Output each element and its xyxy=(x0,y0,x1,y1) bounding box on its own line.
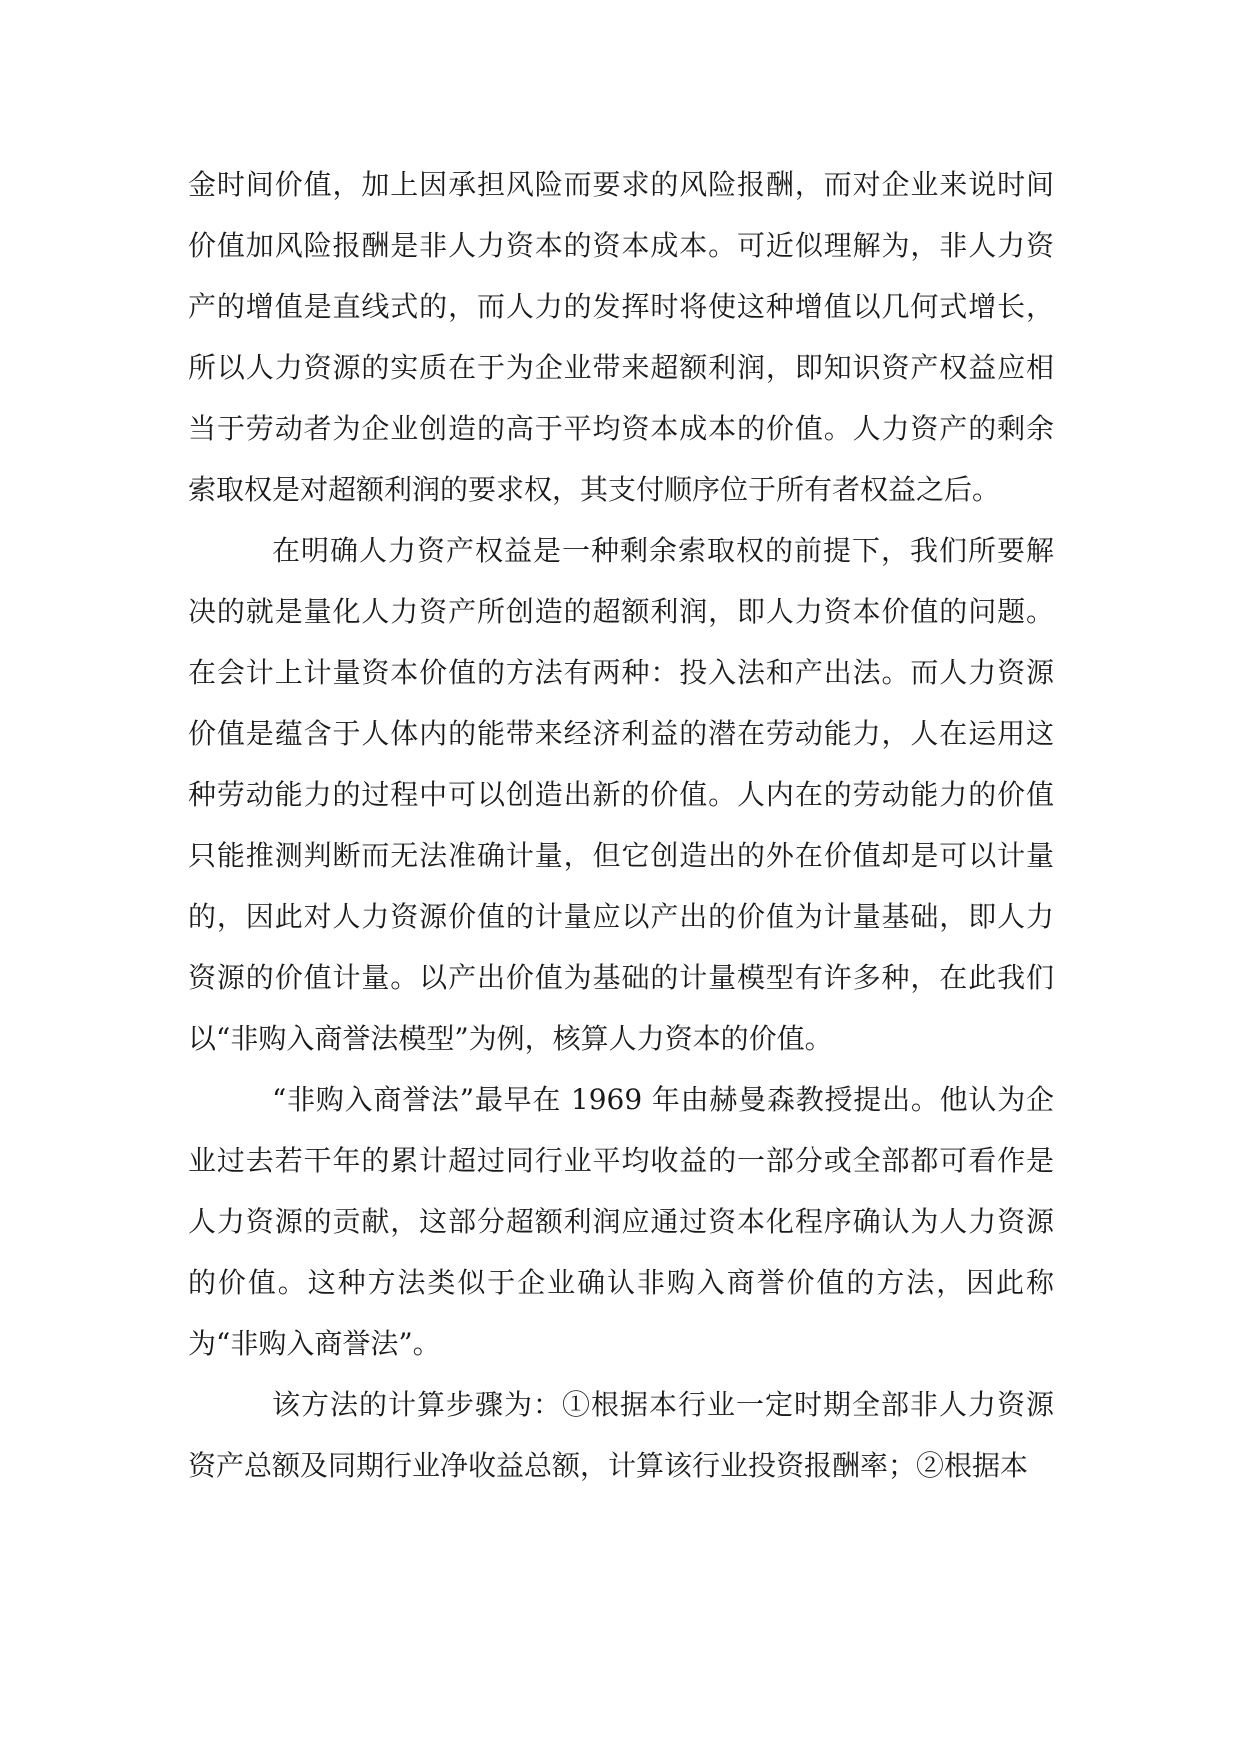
body-text xyxy=(188,154,1054,1496)
paragraph-1: 金时间价值，加上因承担风险而要求的风险报酬，而对企业来说时间价值加风险报酬是非人力资本的资本成本。可近似理解为，非人力资产的增值是直线式的，而人力的发挥时将使这种增值以几何式增长，所以人力资源的实质在于为企业带来超额利润，即知识资产权益应相当于劳动者为企业创造的高于平均资本成本的价值。人力资产的剩余索取权是对超额利润的要求权，其支付顺序位于所有者权益之后。 xyxy=(188,168,1054,506)
paragraph-3: “非购入商誉法”最早在 1969 年由赫曼森教授提出。他认为企业过去若干年的累计超过同行业平均收益的一部分或全部都可看作是人力资源的贡献，这部分超额利润应通过资本化程序确认为人力资源的价值。这种方法类似于企业确认非购入商誉价值的方法，因此称为“非购入商誉法”。 xyxy=(188,1083,1054,1360)
paragraph-2: 在明确人力资产权益是一种剩余索取权的前提下，我们所要解决的就是量化人力资产所创造的超额利润，即人力资本价值的问题。在会计上计量资本价值的方法有两种：投入法和产出法。而人力资源价值是蕴含于人体内的能带来经济利益的潜在劳动能力，人在运用这种劳动能力的过程中可以创造出新的价值。人内在的劳动能力的价值只能推测判断而无法准确计量，但它创造出的外在价值却是可以计量的，因此对人力资源价值的计量应以产出的价值为计量基础，即人力资源的价值计量。以产出价值为基础的计量模型有许多种，在此我们以“非购入商誉法模型”为例，核算人力资本的价值。 xyxy=(188,534,1054,1055)
paragraph-4: 该方法的计算步骤为：①根据本行业一定时期全部非人力资源资产总额及同期行业净收益总额，计算该行业投资报酬率；②根据本 xyxy=(188,1388,1054,1482)
